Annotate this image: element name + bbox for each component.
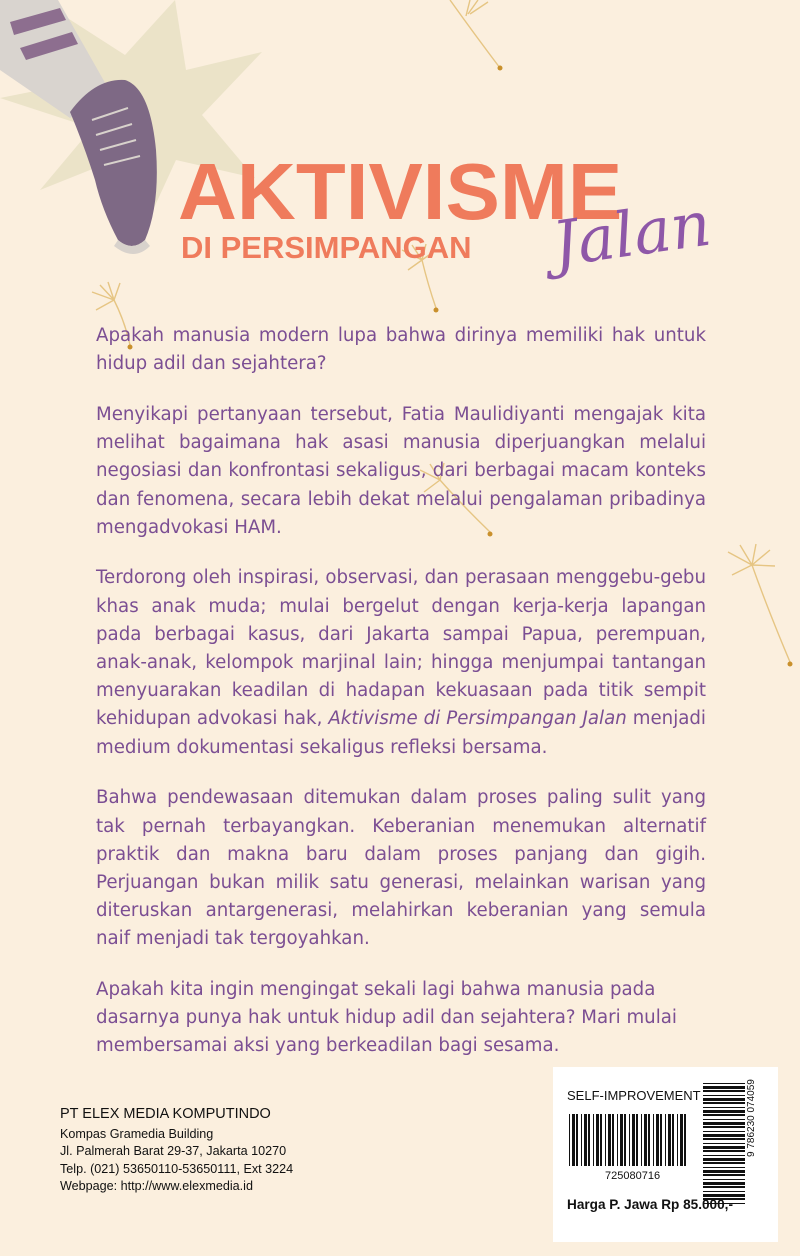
barcode-bar bbox=[576, 1114, 578, 1166]
barcode-bar bbox=[596, 1114, 599, 1166]
barcode-bar bbox=[672, 1114, 674, 1166]
book-title-main: AKTIVISME bbox=[178, 147, 623, 236]
barcode-bar bbox=[703, 1162, 745, 1164]
barcode-bar bbox=[629, 1114, 630, 1166]
blurb-paragraph: Bahwa pendewasaan ditemukan dalam proses paling sulit yang tak pernah terbayangkan. Keberanian menemukan alternatif praktik dan makna baru dalam proses panjang dan gigih. Perjuangan bukan milik satu generasi, melainkan warisan yang diteruskan antargenerasi, melahirkan keberanian yang semula naif menjadi tak tergoyahkan. bbox=[96, 787, 706, 950]
barcode-bar bbox=[600, 1114, 602, 1166]
barcode-bar bbox=[684, 1114, 686, 1166]
barcode-bar bbox=[593, 1114, 594, 1166]
dandelion-seed-icon bbox=[450, 0, 503, 71]
barcode-number: 725080716 bbox=[605, 1170, 661, 1182]
isbn-number: 9 786230 074059 bbox=[746, 1079, 757, 1157]
barcode-bar bbox=[703, 1191, 745, 1192]
barcode-bar bbox=[588, 1114, 590, 1166]
barcode-bar bbox=[581, 1114, 582, 1166]
publisher-info bbox=[60, 1105, 293, 1196]
barcode-bar bbox=[703, 1083, 745, 1084]
barcode-bar bbox=[703, 1167, 745, 1168]
barcode-bar bbox=[703, 1126, 745, 1128]
barcode-bar bbox=[703, 1179, 745, 1180]
barcode-bar bbox=[584, 1114, 587, 1166]
blurb-text-run: Terdorong oleh inspirasi, observasi, dan perasaan menggebu-gebu khas anak muda; mulai bergelut dengan kerja-kerja lapangan pada berbagai kasus, dari Jakarta sampai Papua, perempuan, anak-anak, kelompok marjinal lain; hingga menjumpai tantangan menyuarakan keadilan di hadapan kekuasaan pada titik sempit kehidupan advokasi hak, bbox=[96, 567, 706, 730]
barcode-bar bbox=[624, 1114, 626, 1166]
barcode-bar bbox=[660, 1114, 662, 1166]
barcode-bar bbox=[703, 1090, 745, 1092]
barcode-bar bbox=[703, 1119, 745, 1120]
barcode-bar bbox=[703, 1186, 745, 1188]
price-label: Harga P. Jawa Rp 85.000,- bbox=[567, 1197, 733, 1212]
barcode-bar bbox=[703, 1086, 745, 1089]
blurb-paragraph bbox=[96, 564, 706, 761]
barcode-bar bbox=[572, 1114, 575, 1166]
book-title-script: Jalan bbox=[547, 186, 716, 281]
publisher-name: PT ELEX MEDIA KOMPUTINDO bbox=[60, 1106, 271, 1122]
barcode-bar bbox=[680, 1114, 683, 1166]
barcode-bar bbox=[703, 1122, 745, 1125]
barcode-bar bbox=[703, 1095, 745, 1096]
barcode-bar bbox=[569, 1114, 570, 1166]
barcode-bar bbox=[703, 1150, 745, 1152]
barcode-bar bbox=[703, 1110, 745, 1113]
barcode-bar bbox=[644, 1114, 647, 1166]
barcode-bar bbox=[665, 1114, 666, 1166]
barcode-bar bbox=[703, 1131, 745, 1132]
barcode-bar bbox=[703, 1170, 745, 1173]
barcode-panel bbox=[553, 1067, 778, 1242]
blurb-paragraph: Apakah kita ingin mengingat sekali lagi bahwa manusia pada dasarnya punya hak untuk hidup adil dan sejahtera? Mari mulai membersamai aksi yang berkeadilan bagi sesama. bbox=[96, 979, 677, 1057]
barcode-bar bbox=[608, 1114, 611, 1166]
dandelion-seed-icon bbox=[728, 544, 793, 667]
barcode-bar bbox=[632, 1114, 635, 1166]
barcode-bar bbox=[703, 1146, 745, 1149]
category-label: SELF-IMPROVEMENT bbox=[567, 1088, 701, 1103]
barcode-bar bbox=[703, 1158, 745, 1161]
book-title-italic: Aktivisme di Persimpangan Jalan bbox=[328, 708, 627, 730]
blurb-text bbox=[96, 322, 706, 1083]
barcode-bar bbox=[668, 1114, 671, 1166]
barcode-bar bbox=[703, 1134, 745, 1137]
blurb-paragraph: Apakah manusia modern lupa bahwa dirinya memiliki hak untuk hidup adil dan sejahtera? bbox=[96, 325, 706, 375]
barcode-bar bbox=[703, 1138, 745, 1140]
sneaker-leg-icon bbox=[0, 0, 157, 254]
barcode-bar bbox=[703, 1174, 745, 1176]
barcode-bar bbox=[703, 1155, 745, 1156]
blurb-paragraph: Menyikapi pertanyaan tersebut, Fatia Maulidiyanti mengajak kita melihat bagaimana hak asasi manusia diperjuangkan melalui negosiasi dan konfrontasi sekaligus, dari berbagai macam konteks dan fenomena, secara lebih dekat melalui pengalaman pribadinya mengadvokasi HAM. bbox=[96, 403, 706, 538]
barcode-bar bbox=[703, 1143, 745, 1144]
publisher-website: Webpage: http://www.elexmedia.id bbox=[60, 1179, 253, 1194]
barcode-bar bbox=[677, 1114, 678, 1166]
barcode-bar bbox=[617, 1114, 618, 1166]
publisher-phone: Telp. (021) 53650110-53650111, Ext 3224 bbox=[60, 1161, 294, 1176]
barcode-bar bbox=[612, 1114, 614, 1166]
barcode-bar bbox=[648, 1114, 650, 1166]
barcode-bar bbox=[656, 1114, 659, 1166]
publisher-address: Jl. Palmerah Barat 29-37, Jakarta 10270 bbox=[60, 1144, 287, 1159]
barcode-isbn bbox=[703, 1083, 745, 1205]
book-title-sub: DI PERSIMPANGAN bbox=[181, 230, 472, 265]
barcode-bar bbox=[605, 1114, 606, 1166]
barcode-bar bbox=[703, 1098, 745, 1101]
barcode-bar bbox=[636, 1114, 638, 1166]
barcode-horizontal bbox=[569, 1114, 689, 1166]
barcode-bar bbox=[703, 1114, 745, 1116]
barcode-bar bbox=[641, 1114, 642, 1166]
publisher-building: Kompas Gramedia Building bbox=[60, 1127, 214, 1141]
barcode-bar bbox=[703, 1107, 745, 1108]
barcode-bar bbox=[620, 1114, 623, 1166]
barcode-bar bbox=[703, 1182, 745, 1185]
blurb-text-run: menjadi medium dokumentasi sekaligus refleksi bersama. bbox=[96, 708, 706, 758]
barcode-bar bbox=[703, 1102, 745, 1104]
barcode-bar bbox=[653, 1114, 654, 1166]
